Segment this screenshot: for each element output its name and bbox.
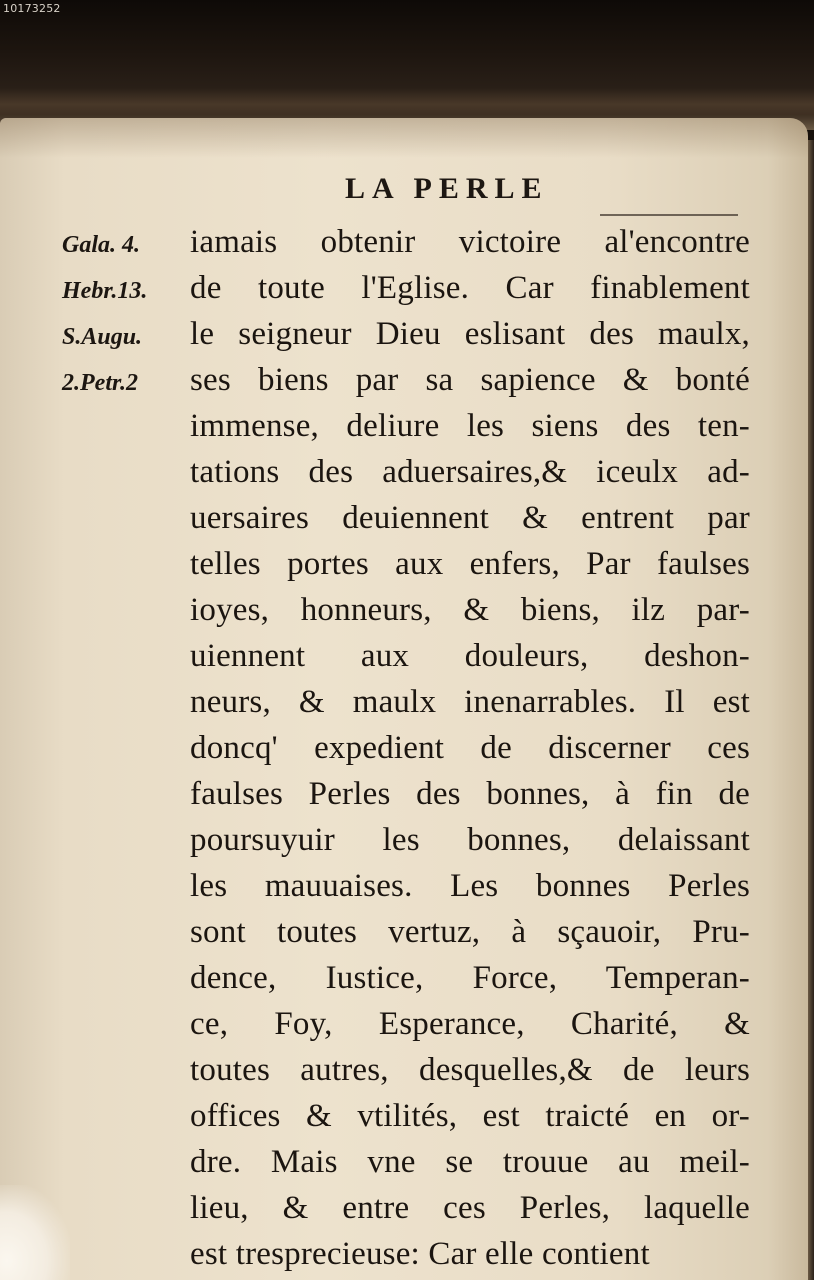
text-line: de toute l'Eglise. Car finablement [190,270,750,306]
text-line: les mauuaises. Les bonnes Perles [190,868,750,904]
text-line: ce, Foy, Esperance, Charité, & [190,1006,750,1042]
text-line: telles portes aux enfers, Par faulses [190,546,750,582]
head-rule [600,214,738,216]
margin-notes [62,222,147,406]
margin-note: Gala. 4. [62,232,140,258]
text-line: doncq' expedient de discerner ces [190,730,750,766]
margin-note: 2.Petr.2 [62,370,138,396]
text-line: lieu, & entre ces Perles, laquelle [190,1190,750,1226]
binding-fold [0,88,814,118]
text-line: uiennent aux douleurs, deshon- [190,638,750,674]
text-line: faulses Perles des bonnes, à fin de [190,776,750,812]
margin-note: S.Augu. [62,324,143,350]
body-text [190,219,750,1277]
text-line: le seigneur Dieu eslisant des maulx, [190,316,750,352]
margin-note: Hebr.13. [62,278,148,304]
text-line: ses biens par sa sapience & bonté [190,362,750,398]
text-line: uersaires deuiennent & entrent par [190,500,750,536]
text-line: sont toutes vertuz, à sçauoir, Pru- [190,914,750,950]
text-line: neurs, & maulx inenarrables. Il est [190,684,750,720]
text-line: poursuyuir les bonnes, delaissant [190,822,750,858]
page-edge [808,140,814,1280]
scan-id-label: 10173252 [3,2,61,15]
text-line: dence, Iustice, Force, Temperan- [190,960,750,996]
text-line: immense, deliure les siens des ten- [190,408,750,444]
text-line: ioyes, honneurs, & biens, ilz par- [190,592,750,628]
text-line: iamais obtenir victoire al'encontre [190,224,750,260]
text-line: dre. Mais vne se trouue au meil- [190,1144,750,1180]
paper-stain [0,1185,70,1280]
running-head: LA PERLE [345,172,549,205]
text-line: toutes autres, desquelles,& de leurs [190,1052,750,1088]
text-line: est tresprecieuse: Car elle contient [190,1236,650,1272]
text-line: tations des aduersaires,& iceulx ad- [190,454,750,490]
text-line: offices & vtilités, est traicté en or- [190,1098,750,1134]
